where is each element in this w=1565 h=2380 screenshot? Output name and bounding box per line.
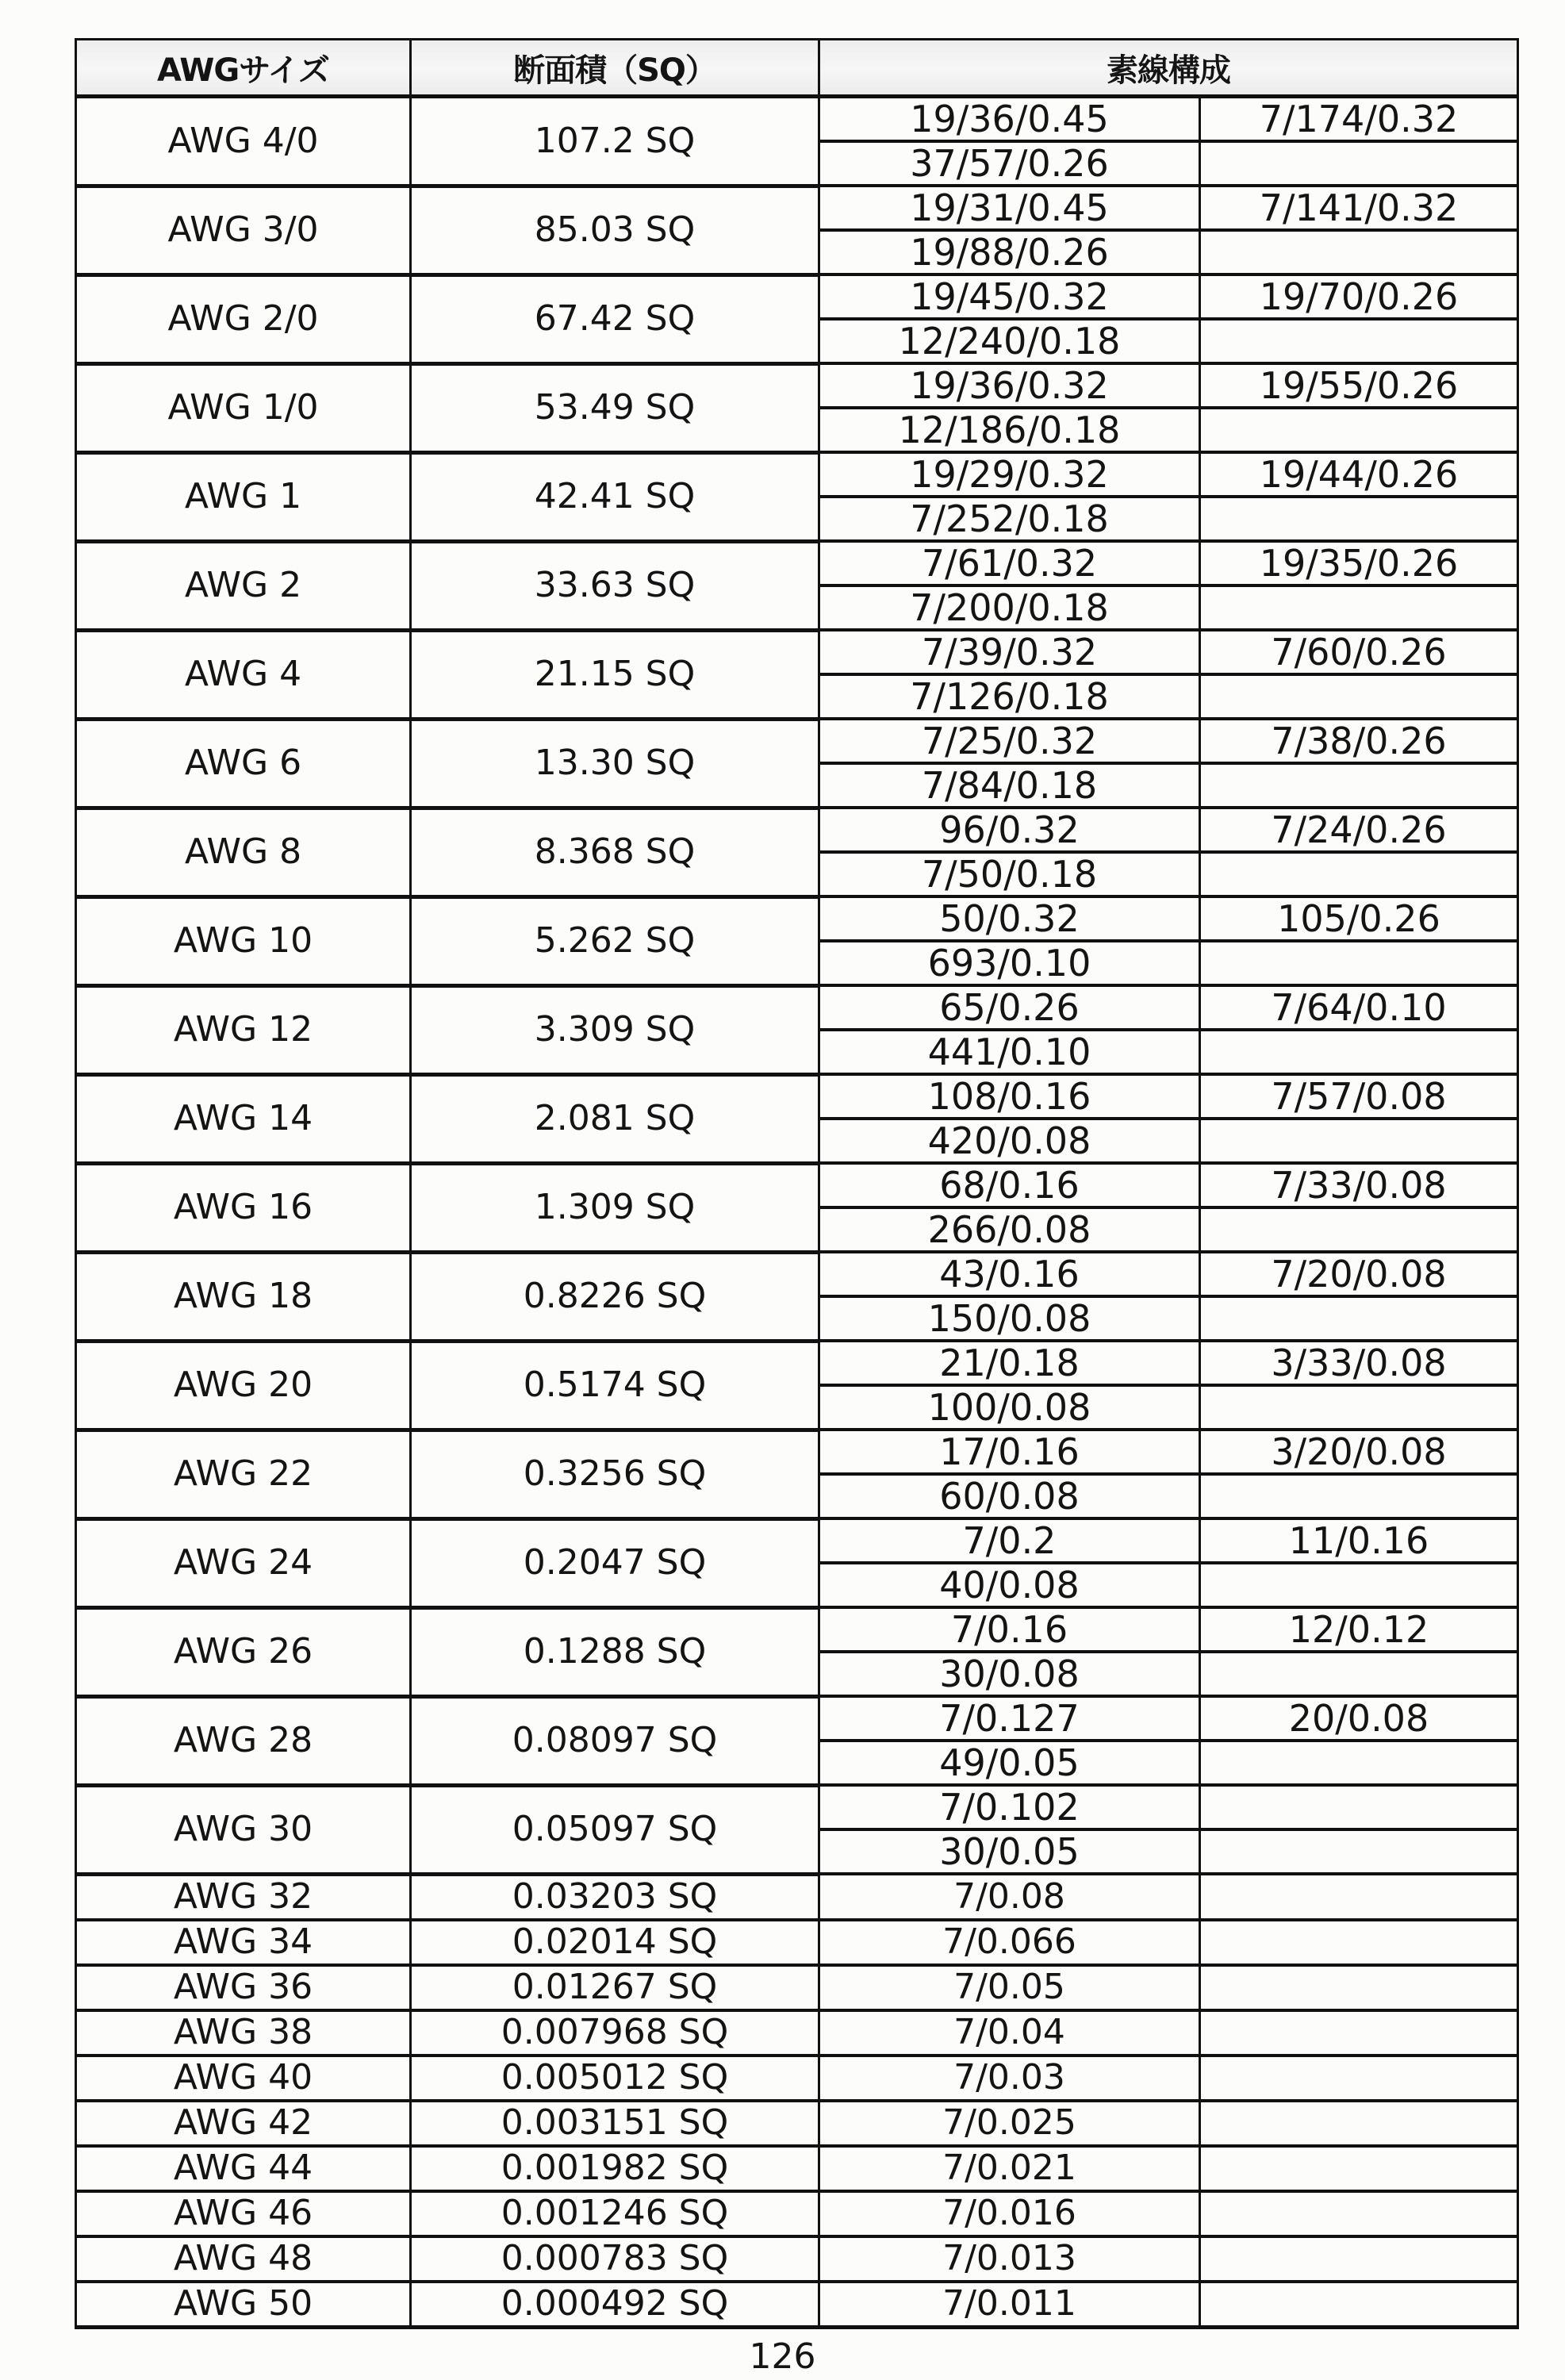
awg-size-cell: AWG 10: [76, 896, 411, 985]
strand-alt-cell: 7/60/0.26: [1200, 630, 1518, 674]
cross-section-cell: 0.000492 SQ: [411, 2282, 819, 2328]
awg-size-cell: AWG 2/0: [76, 274, 411, 363]
table-row: [76, 1341, 1518, 1385]
strand-cell: 19/29/0.32: [819, 452, 1200, 497]
strand-alt-cell: [1200, 1785, 1518, 1829]
strand-cell: 12/186/0.18: [819, 408, 1200, 452]
table-row: [76, 719, 1518, 763]
table-row: [76, 1874, 1518, 1920]
strand-alt-cell: 7/57/0.08: [1200, 1074, 1518, 1119]
strand-alt-cell: [1200, 1965, 1518, 2010]
table-row: [76, 1965, 1518, 2010]
strand-alt-cell: [1200, 2146, 1518, 2191]
strand-cell: 65/0.26: [819, 985, 1200, 1030]
awg-table-container: [75, 38, 1517, 2329]
strand-cell: 30/0.05: [819, 1829, 1200, 1874]
strand-alt-cell: [1200, 2282, 1518, 2328]
table-row: [76, 2282, 1518, 2328]
table-row: [76, 896, 1518, 941]
strand-alt-cell: [1200, 141, 1518, 186]
cross-section-cell: 3.309 SQ: [411, 985, 819, 1074]
strand-cell: 7/50/0.18: [819, 852, 1200, 896]
cross-section-cell: 67.42 SQ: [411, 274, 819, 363]
strand-alt-cell: 3/20/0.08: [1200, 1430, 1518, 1474]
strand-cell: 420/0.08: [819, 1119, 1200, 1163]
awg-size-cell: AWG 20: [76, 1341, 411, 1430]
table-row: [76, 452, 1518, 497]
strand-cell: 60/0.08: [819, 1474, 1200, 1518]
awg-size-cell: AWG 1: [76, 452, 411, 541]
strand-cell: 693/0.10: [819, 941, 1200, 985]
cross-section-cell: 0.000783 SQ: [411, 2236, 819, 2282]
strand-cell: 12/240/0.18: [819, 319, 1200, 363]
awg-size-cell: AWG 2: [76, 541, 411, 630]
strand-alt-cell: [1200, 1207, 1518, 1252]
table-row: [76, 363, 1518, 408]
awg-size-cell: AWG 40: [76, 2056, 411, 2101]
awg-size-cell: AWG 46: [76, 2191, 411, 2236]
strand-cell: 17/0.16: [819, 1430, 1200, 1474]
strand-alt-cell: [1200, 1874, 1518, 1920]
table-row: [76, 541, 1518, 585]
table-row: [76, 1163, 1518, 1207]
table-header-row: [76, 40, 1518, 97]
strand-alt-cell: [1200, 1829, 1518, 1874]
strand-alt-cell: [1200, 1385, 1518, 1430]
strand-cell: 7/0.102: [819, 1785, 1200, 1829]
strand-alt-cell: 19/70/0.26: [1200, 274, 1518, 319]
strand-alt-cell: [1200, 852, 1518, 896]
table-row: [76, 1920, 1518, 1965]
strand-alt-cell: 19/35/0.26: [1200, 541, 1518, 585]
awg-size-cell: AWG 24: [76, 1518, 411, 1607]
strand-alt-cell: [1200, 1296, 1518, 1341]
strand-alt-cell: [1200, 2101, 1518, 2146]
table-row: [76, 2146, 1518, 2191]
awg-size-cell: AWG 48: [76, 2236, 411, 2282]
cross-section-cell: 0.3256 SQ: [411, 1430, 819, 1518]
awg-size-cell: AWG 26: [76, 1607, 411, 1696]
table-row: [76, 630, 1518, 674]
strand-cell: 7/0.03: [819, 2056, 1200, 2101]
table-body: [76, 97, 1518, 2328]
table-row: [76, 985, 1518, 1030]
cross-section-cell: 0.5174 SQ: [411, 1341, 819, 1430]
table-row: [76, 274, 1518, 319]
strand-alt-cell: 7/141/0.32: [1200, 186, 1518, 230]
strand-cell: 96/0.32: [819, 808, 1200, 852]
strand-alt-cell: 19/44/0.26: [1200, 452, 1518, 497]
strand-alt-cell: [1200, 1920, 1518, 1965]
strand-alt-cell: 19/55/0.26: [1200, 363, 1518, 408]
table-row: [76, 1785, 1518, 1829]
strand-cell: 21/0.18: [819, 1341, 1200, 1385]
cross-section-cell: 0.02014 SQ: [411, 1920, 819, 1965]
strand-cell: 150/0.08: [819, 1296, 1200, 1341]
strand-cell: 266/0.08: [819, 1207, 1200, 1252]
awg-size-cell: AWG 36: [76, 1965, 411, 2010]
strand-cell: 441/0.10: [819, 1030, 1200, 1074]
cross-section-cell: 0.05097 SQ: [411, 1785, 819, 1874]
strand-cell: 7/0.04: [819, 2010, 1200, 2056]
table-row: [76, 1696, 1518, 1741]
strand-cell: 7/200/0.18: [819, 585, 1200, 630]
cross-section-cell: 0.007968 SQ: [411, 2010, 819, 2056]
awg-size-cell: AWG 34: [76, 1920, 411, 1965]
strand-alt-cell: [1200, 585, 1518, 630]
strand-cell: 7/0.2: [819, 1518, 1200, 1563]
awg-size-cell: AWG 14: [76, 1074, 411, 1163]
awg-size-cell: AWG 1/0: [76, 363, 411, 452]
cross-section-cell: 8.368 SQ: [411, 808, 819, 896]
strand-alt-cell: 11/0.16: [1200, 1518, 1518, 1563]
table-row: [76, 2101, 1518, 2146]
table-row: [76, 1074, 1518, 1119]
strand-cell: 68/0.16: [819, 1163, 1200, 1207]
strand-cell: 7/0.127: [819, 1696, 1200, 1741]
strand-alt-cell: [1200, 1563, 1518, 1607]
strand-alt-cell: [1200, 319, 1518, 363]
strand-alt-cell: 7/174/0.32: [1200, 97, 1518, 142]
cross-section-cell: 0.01267 SQ: [411, 1965, 819, 2010]
strand-alt-cell: 12/0.12: [1200, 1607, 1518, 1652]
cross-section-cell: 0.8226 SQ: [411, 1252, 819, 1341]
strand-cell: 7/0.013: [819, 2236, 1200, 2282]
strand-cell: 7/252/0.18: [819, 497, 1200, 541]
header-cross-section: 断面積（SQ）: [411, 40, 819, 97]
table-row: [76, 1252, 1518, 1296]
strand-alt-cell: [1200, 763, 1518, 808]
strand-cell: 7/84/0.18: [819, 763, 1200, 808]
strand-cell: 19/36/0.45: [819, 97, 1200, 142]
awg-wire-table: [75, 38, 1519, 2329]
table-row: [76, 2056, 1518, 2101]
table-row: [76, 186, 1518, 230]
strand-cell: 37/57/0.26: [819, 141, 1200, 186]
table-row: [76, 1518, 1518, 1563]
strand-cell: 19/31/0.45: [819, 186, 1200, 230]
strand-cell: 7/25/0.32: [819, 719, 1200, 763]
strand-alt-cell: [1200, 1119, 1518, 1163]
header-awg-size: AWGサイズ: [76, 40, 411, 97]
awg-size-cell: AWG 18: [76, 1252, 411, 1341]
strand-alt-cell: [1200, 2236, 1518, 2282]
cross-section-cell: 2.081 SQ: [411, 1074, 819, 1163]
strand-cell: 7/0.025: [819, 2101, 1200, 2146]
cross-section-cell: 0.001982 SQ: [411, 2146, 819, 2191]
cross-section-cell: 0.2047 SQ: [411, 1518, 819, 1607]
table-row: [76, 2236, 1518, 2282]
cross-section-cell: 0.08097 SQ: [411, 1696, 819, 1785]
strand-cell: 43/0.16: [819, 1252, 1200, 1296]
awg-size-cell: AWG 22: [76, 1430, 411, 1518]
cross-section-cell: 0.005012 SQ: [411, 2056, 819, 2101]
strand-cell: 7/0.05: [819, 1965, 1200, 2010]
awg-size-cell: AWG 4/0: [76, 97, 411, 186]
awg-size-cell: AWG 4: [76, 630, 411, 719]
strand-cell: 49/0.05: [819, 1741, 1200, 1785]
awg-size-cell: AWG 42: [76, 2101, 411, 2146]
cross-section-cell: 0.03203 SQ: [411, 1874, 819, 1920]
strand-cell: 7/0.066: [819, 1920, 1200, 1965]
strand-alt-cell: 7/33/0.08: [1200, 1163, 1518, 1207]
awg-size-cell: AWG 3/0: [76, 186, 411, 274]
strand-alt-cell: 7/38/0.26: [1200, 719, 1518, 763]
cross-section-cell: 0.003151 SQ: [411, 2101, 819, 2146]
awg-size-cell: AWG 30: [76, 1785, 411, 1874]
strand-alt-cell: [1200, 2191, 1518, 2236]
cross-section-cell: 1.309 SQ: [411, 1163, 819, 1252]
strand-alt-cell: 7/20/0.08: [1200, 1252, 1518, 1296]
awg-size-cell: AWG 38: [76, 2010, 411, 2056]
strand-cell: 50/0.32: [819, 896, 1200, 941]
strand-cell: 19/88/0.26: [819, 230, 1200, 274]
strand-cell: 7/126/0.18: [819, 674, 1200, 719]
strand-alt-cell: 7/64/0.10: [1200, 985, 1518, 1030]
strand-cell: 7/0.016: [819, 2191, 1200, 2236]
cross-section-cell: 13.30 SQ: [411, 719, 819, 808]
cross-section-cell: 85.03 SQ: [411, 186, 819, 274]
strand-alt-cell: 20/0.08: [1200, 1696, 1518, 1741]
awg-size-cell: AWG 28: [76, 1696, 411, 1785]
strand-cell: 7/0.08: [819, 1874, 1200, 1920]
strand-alt-cell: 105/0.26: [1200, 896, 1518, 941]
awg-size-cell: AWG 50: [76, 2282, 411, 2328]
strand-alt-cell: [1200, 674, 1518, 719]
strand-alt-cell: [1200, 230, 1518, 274]
awg-size-cell: AWG 6: [76, 719, 411, 808]
awg-size-cell: AWG 44: [76, 2146, 411, 2191]
strand-alt-cell: 7/24/0.26: [1200, 808, 1518, 852]
cross-section-cell: 33.63 SQ: [411, 541, 819, 630]
cross-section-cell: 42.41 SQ: [411, 452, 819, 541]
cross-section-cell: 107.2 SQ: [411, 97, 819, 186]
awg-size-cell: AWG 16: [76, 1163, 411, 1252]
strand-cell: 7/39/0.32: [819, 630, 1200, 674]
strand-alt-cell: [1200, 1652, 1518, 1696]
table-row: [76, 1607, 1518, 1652]
strand-alt-cell: [1200, 941, 1518, 985]
strand-cell: 7/0.021: [819, 2146, 1200, 2191]
table-row: [76, 2010, 1518, 2056]
awg-size-cell: AWG 32: [76, 1874, 411, 1920]
strand-cell: 100/0.08: [819, 1385, 1200, 1430]
cross-section-cell: 53.49 SQ: [411, 363, 819, 452]
awg-size-cell: AWG 12: [76, 985, 411, 1074]
strand-alt-cell: [1200, 408, 1518, 452]
table-row: [76, 97, 1518, 142]
strand-alt-cell: [1200, 2056, 1518, 2101]
strand-alt-cell: 3/33/0.08: [1200, 1341, 1518, 1385]
strand-cell: 7/0.16: [819, 1607, 1200, 1652]
cross-section-cell: 0.001246 SQ: [411, 2191, 819, 2236]
cross-section-cell: 5.262 SQ: [411, 896, 819, 985]
strand-cell: 7/0.011: [819, 2282, 1200, 2328]
table-row: [76, 808, 1518, 852]
strand-cell: 40/0.08: [819, 1563, 1200, 1607]
header-strand-composition: 素線構成: [819, 40, 1518, 97]
strand-cell: 30/0.08: [819, 1652, 1200, 1696]
strand-cell: 19/36/0.32: [819, 363, 1200, 408]
cross-section-cell: 0.1288 SQ: [411, 1607, 819, 1696]
table-row: [76, 2191, 1518, 2236]
strand-cell: 108/0.16: [819, 1074, 1200, 1119]
strand-cell: 7/61/0.32: [819, 541, 1200, 585]
strand-cell: 19/45/0.32: [819, 274, 1200, 319]
strand-alt-cell: [1200, 2010, 1518, 2056]
cross-section-cell: 21.15 SQ: [411, 630, 819, 719]
strand-alt-cell: [1200, 1030, 1518, 1074]
strand-alt-cell: [1200, 497, 1518, 541]
page-number: 126: [749, 2336, 816, 2377]
awg-size-cell: AWG 8: [76, 808, 411, 896]
strand-alt-cell: [1200, 1741, 1518, 1785]
strand-alt-cell: [1200, 1474, 1518, 1518]
table-row: [76, 1430, 1518, 1474]
